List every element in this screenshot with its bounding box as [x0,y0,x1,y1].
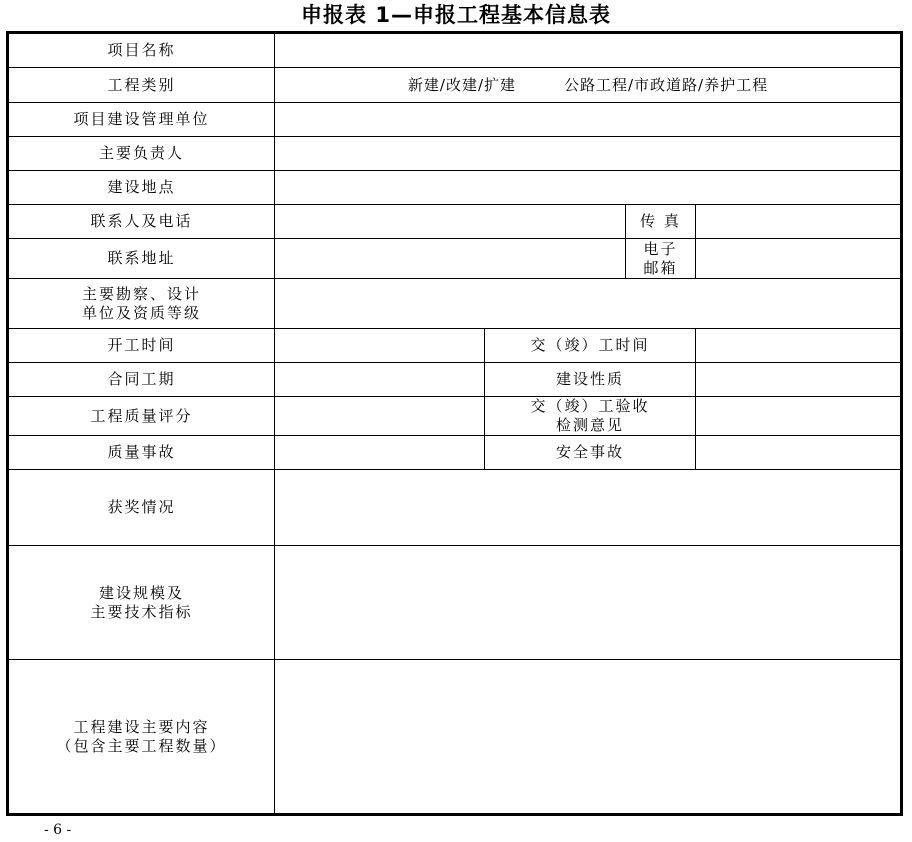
field-contract-period[interactable] [275,363,485,397]
label-contact-phone: 联系人及电话 [9,205,275,239]
label-main-content-line1: 工程建设主要内容 [73,718,210,736]
row-awards [9,470,902,546]
field-awards[interactable] [275,470,902,546]
label-main-content [9,660,275,815]
field-contact-address[interactable] [275,239,626,279]
field-project-category[interactable] [275,68,902,103]
field-location[interactable] [275,171,902,205]
field-project-name[interactable] [275,34,902,68]
label-contract-period: 合同工期 [9,363,275,397]
category-type-options: 新建/改建/扩建 [407,75,516,94]
field-quality-score[interactable] [275,397,485,436]
label-survey-design [9,279,275,329]
label-inspection-line2: 检测意见 [555,416,624,434]
row-survey-design [9,279,902,329]
field-scale[interactable] [275,546,902,660]
label-scale-line1: 建设规模及 [98,583,184,602]
label-management-unit: 项目建设管理单位 [9,103,275,137]
label-main-content-line2: （包含主要工程数量） [56,737,227,755]
field-fax[interactable] [696,205,902,239]
label-construction-nature: 建设性质 [485,363,696,397]
row-contact-phone [9,205,902,239]
label-survey-design-line1: 主要勘察、设计 [81,284,201,303]
label-inspection-opinion [485,397,696,436]
label-start-time: 开工时间 [9,329,275,363]
category-field-options: 公路工程/市政道路/养护工程 [564,75,769,94]
label-inspection-line1: 交（竣）工验收 [530,397,650,415]
row-management-unit [9,103,902,137]
row-contact-address [9,239,902,279]
row-location [9,171,902,205]
field-inspection-opinion[interactable] [696,397,902,436]
label-quality-score: 工程质量评分 [9,397,275,436]
row-quality-score [9,397,902,436]
field-main-principal[interactable] [275,137,902,171]
field-survey-design[interactable] [275,279,902,329]
field-safety-accident[interactable] [696,436,902,470]
field-main-content[interactable] [275,660,902,815]
field-quality-accident[interactable] [275,436,485,470]
label-safety-accident: 安全事故 [485,436,696,470]
form-title: 申报表 1—申报工程基本信息表 [301,3,611,27]
row-quality-accident [9,436,902,470]
label-location: 建设地点 [9,171,275,205]
field-completion-time[interactable] [696,329,902,363]
row-project-name [9,34,902,68]
row-contract-period [9,363,902,397]
label-project-category: 工程类别 [9,68,275,103]
project-info-table [8,33,902,815]
label-email-line1: 电子 [643,239,678,258]
row-main-principal [9,137,902,171]
label-scale-line2: 主要技术指标 [90,602,193,621]
row-start-time [9,329,902,363]
field-contact-phone[interactable] [275,205,626,239]
label-fax: 传 真 [626,205,696,239]
page-number: - 6 - [44,822,72,838]
field-management-unit[interactable] [275,103,902,137]
row-main-content [9,660,902,815]
label-email [626,239,696,279]
field-email[interactable] [696,239,902,279]
label-main-principal: 主要负责人 [9,137,275,171]
label-scale [9,546,275,660]
label-project-name: 项目名称 [9,34,275,68]
label-email-line2: 邮箱 [643,258,678,277]
row-project-category [9,68,902,103]
row-scale [9,546,902,660]
label-awards: 获奖情况 [9,470,275,546]
field-construction-nature[interactable] [696,363,902,397]
label-quality-accident: 质量事故 [9,436,275,470]
label-completion-time: 交（竣）工时间 [485,329,696,363]
field-start-time[interactable] [275,329,485,363]
label-survey-design-line2: 单位及资质等级 [81,303,201,322]
label-contact-address: 联系地址 [9,239,275,279]
